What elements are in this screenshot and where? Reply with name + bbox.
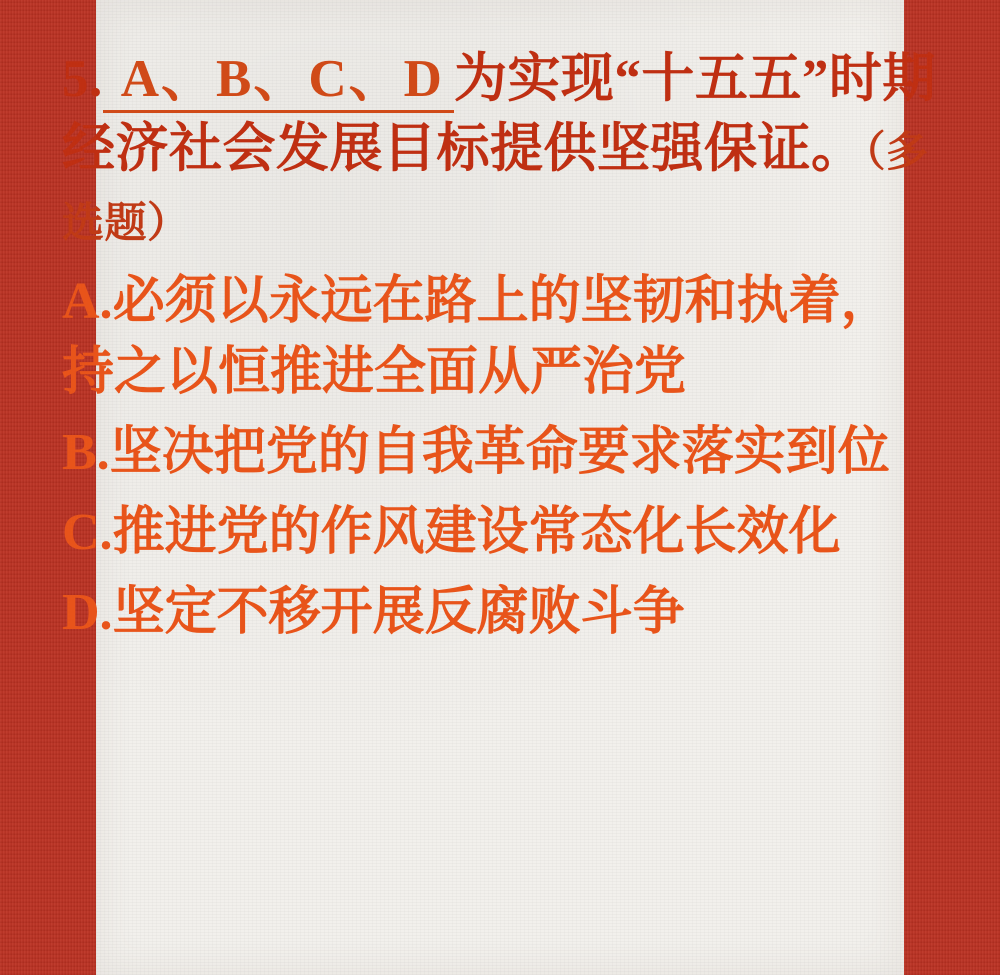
- question-type-label: （多选题）: [62, 130, 929, 247]
- options-list: [62, 267, 944, 648]
- option-a-letter: A.: [62, 273, 113, 331]
- question-answer-blank: A、B、C、D: [103, 50, 454, 113]
- option-b[interactable]: [62, 418, 944, 488]
- option-a[interactable]: [62, 267, 944, 407]
- option-d[interactable]: [62, 578, 944, 648]
- option-d-text: 坚定不移开展反腐败斗争: [112, 584, 685, 642]
- option-b-text: 坚决把党的自我革命要求落实到位: [109, 423, 890, 481]
- option-c-letter: C.: [62, 504, 113, 562]
- option-b-letter: B.: [62, 423, 110, 481]
- question-body: 为实现“十五五”时期经济社会发展目标提供坚强保证。: [62, 50, 936, 179]
- option-c-text: 推进党的作风建设常态化长效化: [112, 504, 841, 562]
- option-c[interactable]: [62, 498, 944, 568]
- option-d-letter: D.: [62, 584, 113, 642]
- question-text: [62, 44, 944, 255]
- quiz-content: [0, 44, 1000, 658]
- question-number: 5.: [62, 50, 103, 108]
- option-a-text: 必须以永远在路上的坚韧和执着，持之以恒推进全面从严治党: [62, 273, 893, 401]
